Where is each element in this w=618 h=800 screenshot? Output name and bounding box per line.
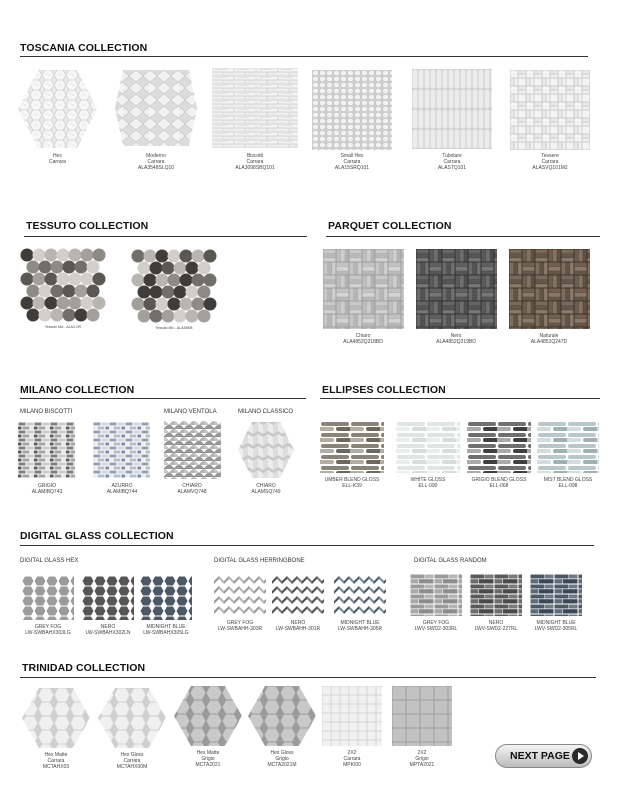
- digital-hex-nero-caption: NERO LW-SWBAHX302LN: [85, 624, 131, 636]
- penny-tile-piece: [204, 250, 217, 263]
- tessuto-mix-tile-2: [131, 249, 217, 323]
- next-page-button[interactable]: [495, 744, 592, 768]
- penny-tile-piece: [27, 285, 40, 298]
- penny-tile-piece: [33, 249, 46, 262]
- milano-biscotti-azurro-tile: [93, 422, 150, 478]
- digital-hex-midnight-caption: MIDNIGHT BLUE LW-SWBAHX305LG: [143, 624, 189, 636]
- penny-tile-piece: [132, 298, 145, 311]
- penny-tile-piece: [45, 249, 58, 262]
- ellipses-white-caption: WHITE GLOSS ELL-090: [410, 477, 446, 489]
- parquet-naturale-caption: Naturale ALA4852Q247D: [530, 333, 568, 345]
- penny-tile-piece: [186, 310, 199, 323]
- milano-biscotti-grigio-tile: [18, 422, 75, 478]
- penny-tile-piece: [69, 273, 82, 286]
- penny-tile-piece: [180, 298, 193, 311]
- penny-tile-piece: [45, 273, 58, 286]
- tessuto-mix-caption-1: Tessuto Mix - ALA3.OR: [44, 325, 82, 329]
- tessuto-mix-tile-1: [20, 248, 106, 322]
- digital-herring-midnight-caption: MIDNIGHT BLUE LW-SWBAHH-305R: [337, 620, 383, 632]
- toscania-divider: [20, 56, 588, 57]
- trinidad-divider: [20, 677, 596, 678]
- penny-tile-piece: [81, 273, 94, 286]
- penny-tile-piece: [144, 274, 157, 287]
- parquet-divider: [326, 236, 600, 237]
- ellipses-umber-tile: [320, 421, 384, 473]
- penny-tile-piece: [63, 285, 76, 298]
- milano-ventola-caption: CHIARO ALAMVQ748: [177, 483, 207, 495]
- milano-title: MILANO COLLECTION: [20, 384, 135, 396]
- digital-random-subtitle: DIGITAL GLASS RANDOM: [414, 558, 487, 564]
- toscania-moderno-tile: [115, 70, 197, 146]
- penny-tile-piece: [138, 286, 151, 299]
- milano-azurro-caption: AZURRO ALAMIBQ744: [106, 483, 138, 495]
- penny-tile-piece: [174, 310, 187, 323]
- penny-tile-piece: [87, 285, 100, 298]
- tessuto-title: TESSUTO COLLECTION: [26, 220, 149, 232]
- tessuto-mix-caption-2: Tessuto Mix - ALA3BKB: [155, 326, 193, 330]
- penny-tile-piece: [150, 286, 163, 299]
- penny-tile-piece: [39, 261, 52, 274]
- penny-tile-piece: [174, 286, 187, 299]
- ellipses-umber-caption: UMBER BLEND GLOSS ELL-K39: [324, 477, 380, 489]
- penny-tile-piece: [93, 249, 106, 262]
- trinidad-hex-gloss-grigio-caption: Hex Gloss Grigio MCTA2021M: [267, 750, 297, 768]
- digital-herring-midnight-tile: [334, 574, 386, 616]
- digital-divider: [20, 545, 594, 546]
- penny-tile-piece: [156, 298, 169, 311]
- toscania-biscotti-caption: Biscotti Carrara ALA3098SBQ101: [235, 153, 275, 171]
- toscania-biscotti-tile: [212, 68, 298, 148]
- milano-divider: [20, 398, 306, 399]
- tessuto-divider: [24, 236, 307, 237]
- penny-tile-piece: [138, 310, 151, 323]
- trinidad-hex-gloss-grigio-tile: [248, 686, 316, 746]
- penny-tile-piece: [81, 249, 94, 262]
- toscania-tessere-tile: [510, 70, 590, 150]
- toscania-tubolare-tile: [412, 69, 492, 149]
- penny-tile-piece: [57, 273, 70, 286]
- digital-herring-nero-caption: NERO LW-SWBAHH-301R: [275, 620, 321, 632]
- penny-tile-piece: [51, 261, 64, 274]
- penny-tile-piece: [132, 250, 145, 263]
- trinidad-title: TRINIDAD COLLECTION: [22, 662, 146, 674]
- trinidad-hex-gloss-carrara-tile: [98, 688, 166, 748]
- toscania-tubolare-caption: Tubolare Carrara ALASTQ101: [437, 153, 467, 171]
- next-page-label: NEXT PAGE: [510, 750, 570, 762]
- digital-random-greyfog-tile: [410, 574, 462, 616]
- ellipses-mist-tile: [537, 421, 599, 473]
- penny-tile-piece: [174, 262, 187, 275]
- ellipses-white-tile: [396, 421, 460, 473]
- digital-random-midnight-tile: [530, 574, 582, 616]
- penny-tile-piece: [93, 297, 106, 310]
- penny-tile-piece: [75, 285, 88, 298]
- penny-tile-piece: [198, 262, 211, 275]
- penny-tile-piece: [69, 297, 82, 310]
- ellipses-divider: [320, 398, 600, 399]
- penny-tile-piece: [45, 297, 58, 310]
- toscania-hex-tile: [18, 70, 97, 148]
- penny-tile-piece: [204, 298, 217, 311]
- toscania-moderno-caption: Moderno Carrara ALA3548SLQ10: [137, 153, 175, 171]
- penny-tile-piece: [51, 309, 64, 322]
- toscania-small-hex-tile: [312, 70, 392, 150]
- penny-tile-piece: [57, 249, 70, 262]
- trinidad-hex-matte-grigio-caption: Hex Matte Grigio MCTA2021: [195, 750, 221, 768]
- penny-tile-piece: [132, 274, 145, 287]
- trinidad-hex-gloss-carrara-caption: Hex Gloss Carrara MCTAHX00M: [116, 752, 148, 770]
- digital-herring-greyfog-tile: [214, 574, 266, 616]
- parquet-nero-tile: [416, 249, 497, 329]
- penny-tile-piece: [75, 309, 88, 322]
- penny-tile-piece: [180, 250, 193, 263]
- penny-tile-piece: [168, 274, 181, 287]
- penny-tile-piece: [27, 261, 40, 274]
- penny-tile-piece: [75, 261, 88, 274]
- ellipses-mist-caption: MIST BLEND GLOSS ELL-098: [543, 477, 593, 489]
- toscania-title: TOSCANIA COLLECTION: [20, 42, 148, 54]
- play-arrow-icon: [572, 748, 588, 764]
- trinidad-hex-matte-grigio-tile: [174, 686, 242, 746]
- penny-tile-piece: [162, 262, 175, 275]
- penny-tile-piece: [180, 274, 193, 287]
- toscania-small-hex-caption: Small Hex Carrara ALA15SRQ101: [334, 153, 370, 171]
- ellipses-grigio-tile: [467, 421, 531, 473]
- penny-tile-piece: [21, 273, 34, 286]
- penny-tile-piece: [198, 286, 211, 299]
- digital-random-midnight-caption: MIDNIGHT BLUE LWV-SWD2-305RL: [534, 620, 578, 632]
- penny-tile-piece: [81, 297, 94, 310]
- penny-tile-piece: [168, 298, 181, 311]
- digital-title: DIGITAL GLASS COLLECTION: [20, 530, 174, 542]
- parquet-chiaro-tile: [323, 249, 404, 329]
- digital-random-nero-caption: NERO LWV-SWD2-227RL: [474, 620, 518, 632]
- parquet-naturale-tile: [509, 249, 590, 329]
- penny-tile-piece: [57, 297, 70, 310]
- trinidad-hex-matte-carrara-tile: [22, 688, 90, 748]
- penny-tile-piece: [198, 310, 211, 323]
- penny-tile-piece: [63, 309, 76, 322]
- digital-hex-subtitle: DIGITAL GLASS HEX: [20, 558, 79, 564]
- digital-random-nero-tile: [470, 574, 522, 616]
- penny-tile-piece: [87, 261, 100, 274]
- parquet-nero-caption: Nero ALA4852Q219BD: [436, 333, 476, 345]
- toscania-hex-caption: Hex Carrara: [49, 153, 66, 165]
- penny-tile-piece: [186, 286, 199, 299]
- penny-tile-piece: [150, 262, 163, 275]
- penny-tile-piece: [168, 250, 181, 263]
- milano-classico-chiaro-tile: [238, 422, 294, 478]
- trinidad-hex-matte-carrara-caption: Hex Matte Carrara MCTAHX03: [42, 752, 70, 770]
- milano-biscotti-subtitle: MILANO BISCOTTI: [20, 409, 73, 415]
- parquet-chiaro-caption: Chiaro ALA4852Q218BD: [343, 333, 383, 345]
- digital-herring-greyfog-caption: GREY FOG LW-SWBAHH-303R: [217, 620, 263, 632]
- penny-tile-piece: [204, 274, 217, 287]
- penny-tile-piece: [150, 310, 163, 323]
- digital-herring-nero-tile: [272, 574, 324, 616]
- penny-tile-piece: [144, 298, 157, 311]
- digital-random-greyfog-caption: GREY FOG LWV-SWD2-303RL: [414, 620, 458, 632]
- parquet-title: PARQUET COLLECTION: [328, 220, 452, 232]
- penny-tile-piece: [192, 298, 205, 311]
- digital-hex-midnight-tile: [140, 576, 192, 620]
- milano-classico-subtitle: MILANO CLASSICO: [238, 409, 294, 415]
- trinidad-2x2-carrara-tile: [322, 686, 382, 746]
- toscania-tessere-caption: Tessere Carrara ALASVQ101M2: [532, 153, 568, 171]
- penny-tile-piece: [63, 261, 76, 274]
- penny-tile-piece: [33, 297, 46, 310]
- ellipses-grigio-caption: GRIGIO BLEND GLOSS ELL-068: [471, 477, 527, 489]
- penny-tile-piece: [186, 262, 199, 275]
- penny-tile-piece: [93, 273, 106, 286]
- digital-hex-greyfog-tile: [22, 576, 74, 620]
- trinidad-2x2-carrara-caption: 2X2 Carrara MPKI00: [343, 750, 361, 768]
- penny-tile-piece: [192, 250, 205, 263]
- milano-grigio-caption: GRIGIO ALAMIBQ743: [31, 483, 63, 495]
- milano-ventola-chiaro-tile: [164, 421, 221, 479]
- digital-hex-nero-tile: [82, 576, 134, 620]
- penny-tile-piece: [33, 273, 46, 286]
- penny-tile-piece: [27, 309, 40, 322]
- penny-tile-piece: [21, 249, 34, 262]
- penny-tile-piece: [156, 274, 169, 287]
- trinidad-2x2-grigio-tile: [392, 686, 452, 746]
- ellipses-title: ELLIPSES COLLECTION: [322, 384, 446, 396]
- penny-tile-piece: [51, 285, 64, 298]
- trinidad-2x2-grigio-caption: 2X2 Grigio MPTA2021: [409, 750, 435, 768]
- penny-tile-piece: [138, 262, 151, 275]
- penny-tile-piece: [69, 249, 82, 262]
- penny-tile-piece: [162, 286, 175, 299]
- penny-tile-piece: [192, 274, 205, 287]
- penny-tile-piece: [144, 250, 157, 263]
- penny-tile-piece: [21, 297, 34, 310]
- milano-classico-caption: CHIARO ALAMSQ749: [251, 483, 281, 495]
- digital-hex-greyfog-caption: GREY FOG LW-SWBAHX303LG: [25, 624, 71, 636]
- penny-tile-piece: [156, 250, 169, 263]
- milano-ventola-subtitle: MILANO VENTOLA: [164, 409, 217, 415]
- penny-tile-piece: [39, 285, 52, 298]
- penny-tile-piece: [87, 309, 100, 322]
- penny-tile-piece: [162, 310, 175, 323]
- penny-tile-piece: [39, 309, 52, 322]
- digital-herringbone-subtitle: DIGITAL GLASS HERRINGBONE: [214, 558, 305, 564]
